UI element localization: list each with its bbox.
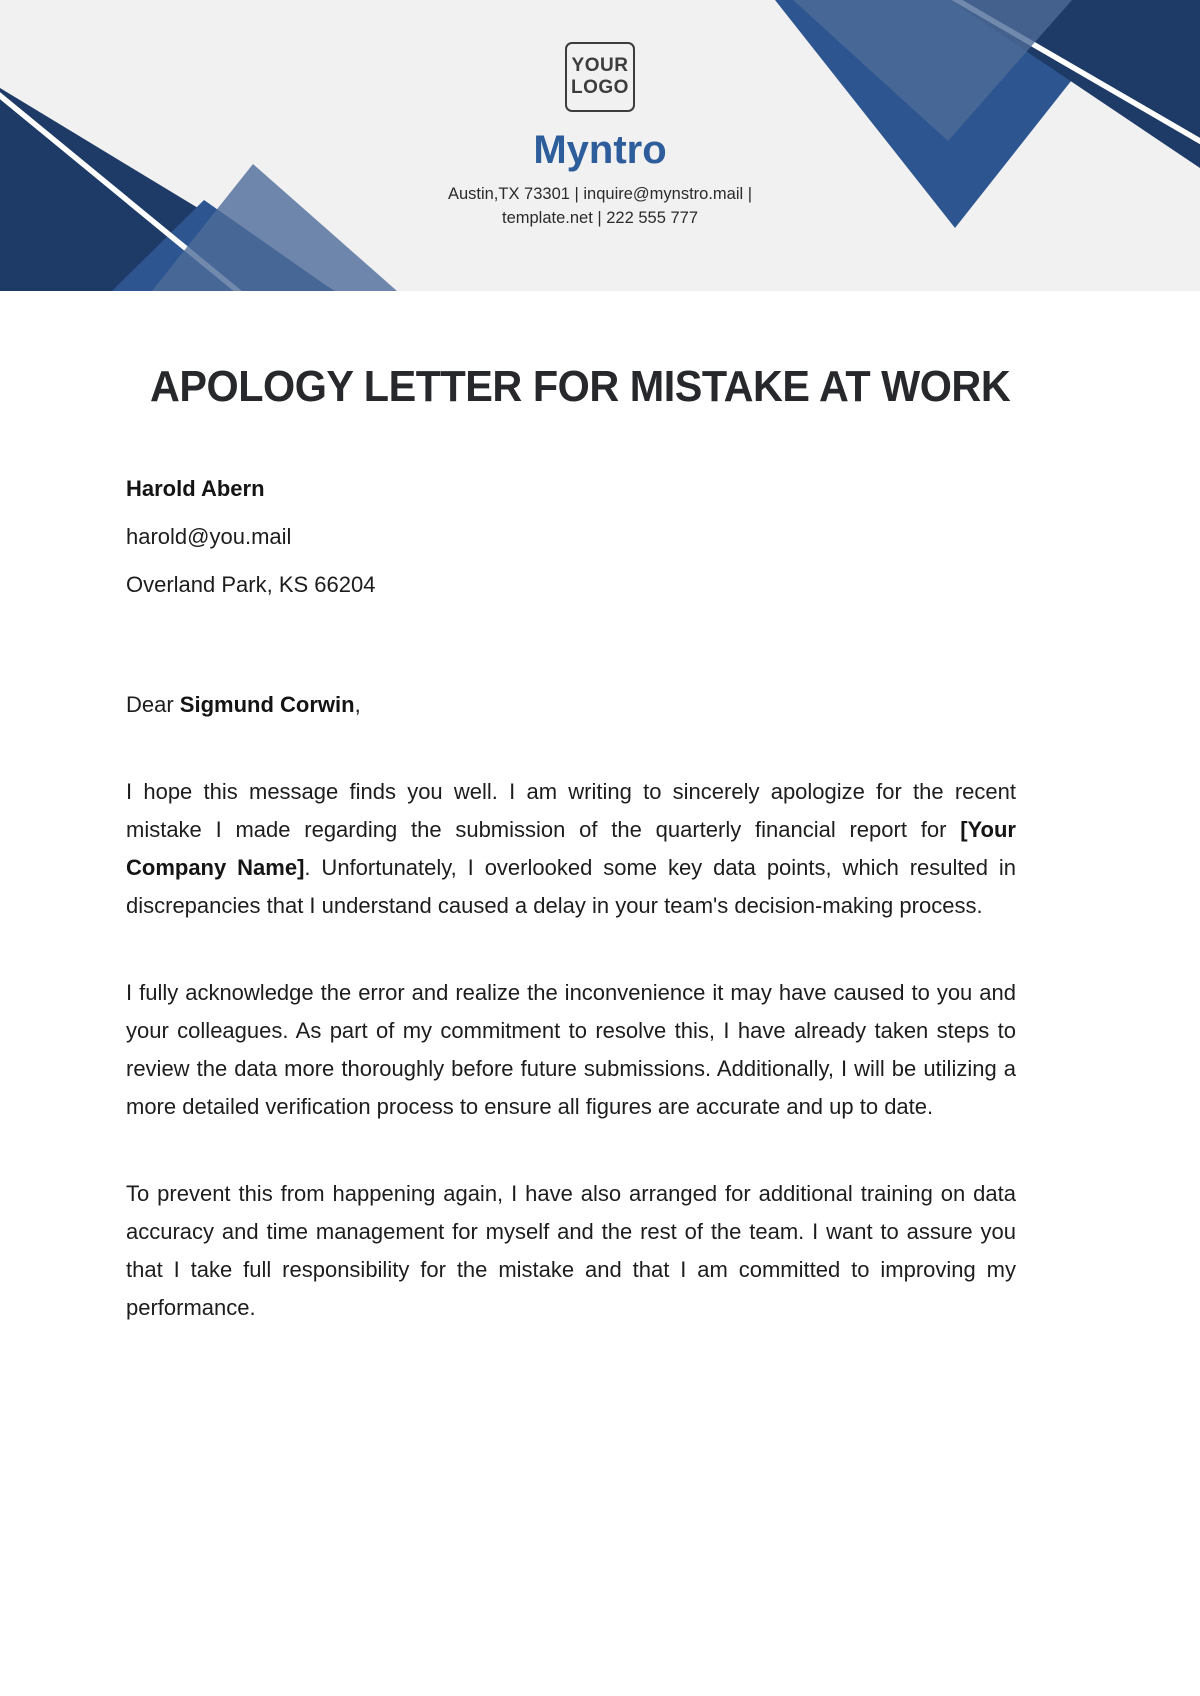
contact-line1: Austin,TX 73301 | inquire@mynstro.mail | [447,185,753,203]
paragraph-acknowledgement: I fully acknowledge the error and realize the inconvenience it may have caused to you and your colleagues. As part of my commitment to resolve this, I have already taken steps to review the data more thoroughly before future submissions. Additionally, I will be utilizing a more detailed verification process to ensure all figures are accurate and up to date. [126,980,1016,1119]
letter-title: APOLOGY LETTER FOR MISTAKE AT WORK [150,362,1011,411]
logo-text-line2: LOGO [571,77,629,98]
logo-text-line1: YOUR [571,55,629,76]
recipient-location: Overland Park, KS 66204 [126,572,376,597]
recipient-email: harold@you.mail [126,524,292,549]
company-contact-info [0,182,1200,230]
recipient-block [126,475,1016,598]
recipient-name: Harold Abern [126,476,265,501]
header-content [0,0,1200,291]
company-logo [565,42,635,112]
letterhead [0,0,1200,291]
paragraph-apology: I hope this message finds you well. I am writing to sincerely apologize for the recent mistake I made regarding the submission of the quarterly financial report for [Your Company Name]. Unfortunately, I overlooked some key data points, which resulted in discrepancies that I understand caused a delay in your team's decision-making process. [126,779,1017,918]
paragraph-prevention: To prevent this from happening again, I have also arranged for additional training on data accuracy and time management for myself and the rest of the team. I want to assure you that I take full responsibility for the mistake and that I am committed to improving my performance. [126,1181,1016,1320]
contact-line2: template.net | 222 555 777 [501,209,699,227]
company-name: Myntro [533,128,667,172]
salutation: Dear Sigmund Corwin, [126,692,361,717]
letter-body [0,291,1200,1327]
